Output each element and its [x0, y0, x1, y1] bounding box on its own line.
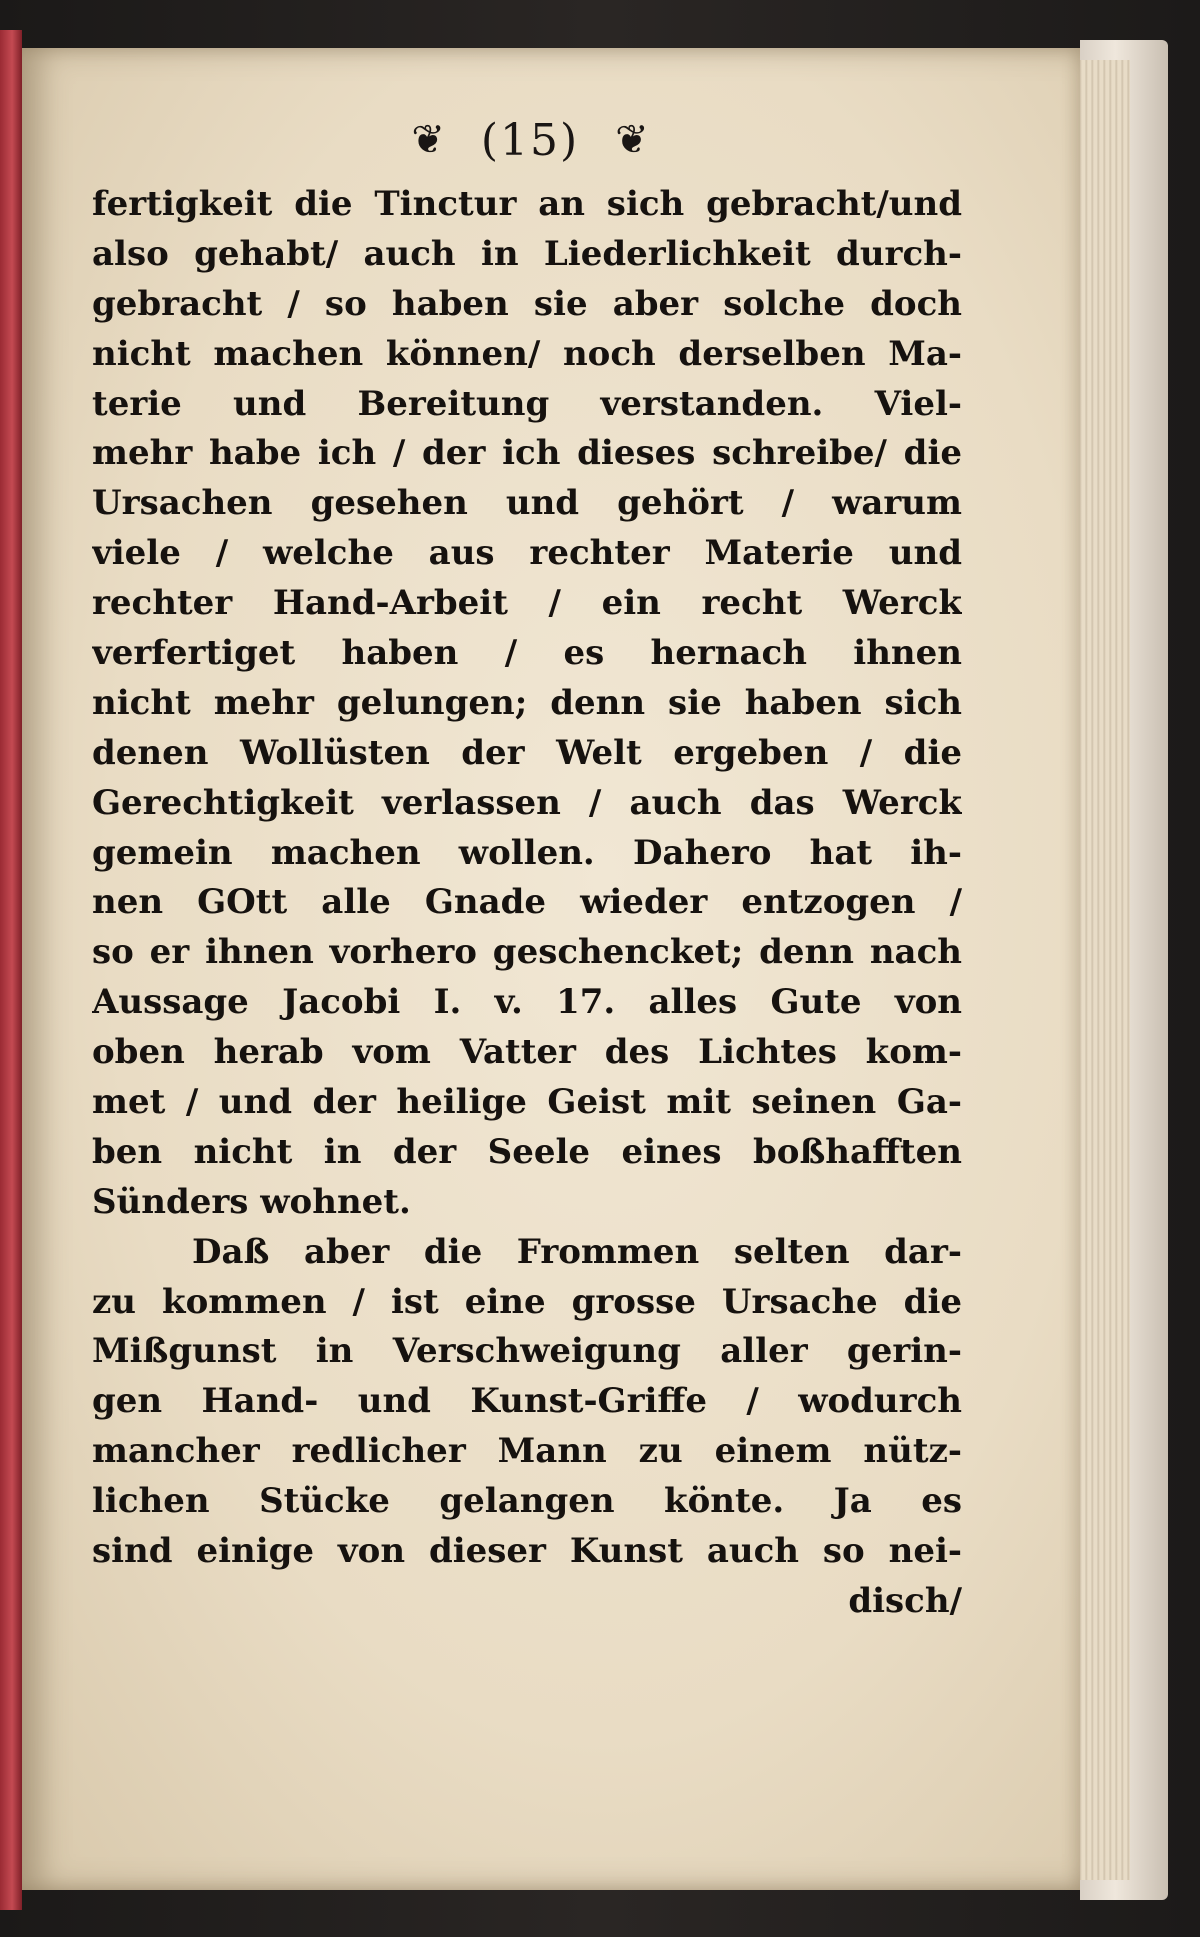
text-line: Mißgunst in Verschweigung aller gerin- — [92, 1331, 962, 1372]
book-spine — [0, 30, 22, 1910]
text-line: zu kommen / ist eine grosse Ursache die — [92, 1281, 962, 1322]
text-line: gebracht / so haben sie aber solche doch — [92, 283, 962, 324]
text-line: Aussage Jacobi I. v. 17. alles Gute von — [92, 982, 962, 1023]
text-line: terie und Bereitung verstanden. Viel- — [92, 383, 962, 424]
text-line: viele / welche aus rechter Materie und — [92, 533, 962, 574]
text-line: Sünders wohnet. — [92, 1181, 411, 1222]
text-line: verfertiget haben / es hernach ihnen — [92, 633, 962, 674]
text-line: nicht machen können/ noch derselben Ma- — [92, 333, 962, 374]
page-header — [330, 110, 730, 170]
text-line: ben nicht in der Seele eines boßhafften — [92, 1131, 962, 1172]
text-line: oben herab vom Vatter des Lichtes kom- — [92, 1032, 962, 1073]
text-line: Gerechtigkeit verlassen / auch das Werck — [92, 782, 962, 823]
text-line: met / und der heilige Geist mit seinen Ga- — [92, 1082, 962, 1123]
text-line: so er ihnen vorhero geschencket; denn nach — [92, 932, 962, 973]
text-line: fertigkeit die Tinctur an sich gebracht/und — [92, 184, 962, 224]
text-line: sind einige von dieser Kunst auch so nei- — [92, 1531, 962, 1572]
text-line: mehr habe ich / der ich dieses schreibe/ die — [92, 433, 962, 474]
text-line: mancher redlicher Mann zu einem nütz- — [92, 1431, 962, 1472]
text-line: nicht mehr gelungen; denn sie haben sich — [92, 682, 962, 723]
text-line: gemein machen wollen. Dahero hat ih- — [92, 832, 962, 873]
ornament-left-icon: ❦ — [411, 117, 445, 163]
ornament-right-icon: ❦ — [615, 117, 649, 163]
text-line: denen Wollüsten der Welt ergeben / die — [92, 732, 962, 773]
page-number: (15) — [480, 114, 580, 166]
text-line: rechter Hand-Arbeit / ein recht Werck — [92, 583, 962, 624]
text-line: Ursachen gesehen und gehört / warum — [92, 483, 962, 524]
text-line: gen Hand- und Kunst-Griffe / wodurch — [92, 1381, 962, 1422]
catchword: disch/ — [848, 1580, 962, 1621]
text-line: nen GOtt alle Gnade wieder entzogen / — [92, 882, 962, 923]
body-text — [92, 180, 962, 1627]
text-line: also gehabt/ auch in Liederlichkeit durch- — [92, 233, 962, 274]
text-line: lichen Stücke gelangen könte. Ja es — [92, 1481, 962, 1522]
text-line: Daß aber die Frommen selten dar- — [192, 1231, 962, 1272]
